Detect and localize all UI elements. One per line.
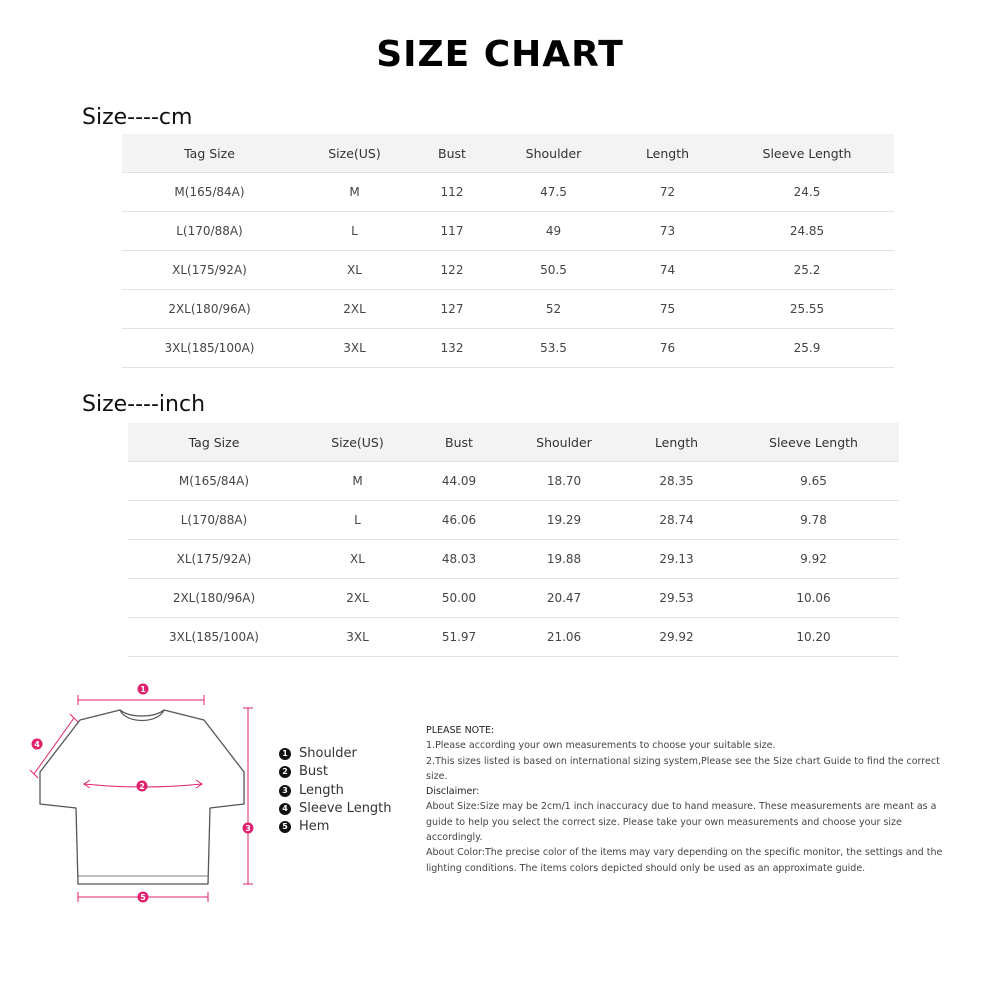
marker-4-label: 4 [34, 740, 40, 749]
table-row [122, 173, 894, 212]
table-cell: 9.92 [728, 540, 899, 579]
table-cell: 48.03 [415, 540, 503, 579]
table-header-row [128, 423, 899, 462]
table-cell: 3XL [297, 329, 412, 368]
table-cell: 122 [412, 251, 492, 290]
column-header: Size(US) [297, 134, 412, 173]
note-line-2: 2.This sizes listed is based on international sizing system,Please see the Size chart Guide to find the correct size. [426, 755, 940, 782]
table-cell: XL(175/92A) [128, 540, 300, 579]
table-cell: M [297, 173, 412, 212]
table-cell: 2XL [297, 290, 412, 329]
table-cell: 50.5 [492, 251, 615, 290]
table-cell: 3XL [300, 618, 415, 657]
table-cell: 76 [615, 329, 720, 368]
marker-5-label: 5 [140, 893, 146, 902]
table-cell: 2XL(180/96A) [128, 579, 300, 618]
table-cell: 112 [412, 173, 492, 212]
table-cell: 51.97 [415, 618, 503, 657]
table-cell: 74 [615, 251, 720, 290]
table-cell: M(165/84A) [128, 462, 300, 501]
table-row [128, 579, 899, 618]
table-cell: L(170/88A) [128, 501, 300, 540]
table-row [122, 251, 894, 290]
legend-item-shoulder [279, 745, 392, 763]
inch-section-heading: Size----inch [82, 392, 206, 417]
column-header: Sleeve Length [720, 134, 894, 173]
notes-heading: PLEASE NOTE: [426, 725, 495, 736]
table-cell: 29.13 [625, 540, 728, 579]
legend-label: Shoulder [299, 746, 357, 761]
tshirt-diagram-svg [22, 676, 272, 916]
table-cell: L(170/88A) [122, 212, 297, 251]
table-cell: 25.55 [720, 290, 894, 329]
table-cell: 29.92 [625, 618, 728, 657]
table-header-row [122, 134, 894, 173]
column-header: Size(US) [300, 423, 415, 462]
table-cell: 19.88 [503, 540, 625, 579]
column-header: Bust [412, 134, 492, 173]
table-cell: 21.06 [503, 618, 625, 657]
tshirt-measurement-diagram [22, 676, 272, 916]
sleeve-measure-cap-top [70, 714, 78, 722]
table-cell: 53.5 [492, 329, 615, 368]
table-cell: L [297, 212, 412, 251]
column-header: Shoulder [492, 134, 615, 173]
cm-section-heading: Size----cm [82, 105, 193, 130]
legend-number-badge: 3 [279, 785, 291, 797]
table-cell: 20.47 [503, 579, 625, 618]
table-cell: 29.53 [625, 579, 728, 618]
about-size-note: About Size:Size may be 2cm/1 inch inaccuracy due to hand measure. These measurements are meant as a guide to help you select the correct size. Please take your own measurements and choose your size accordingly. [426, 801, 937, 844]
tshirt-collar [120, 710, 164, 721]
table-cell: 75 [615, 290, 720, 329]
table-cell: 9.65 [728, 462, 899, 501]
about-color-note: About Color:The precise color of the items may vary depending on the specific monitor, the settings and the lighting conditions. The items colors depicted should only be used as an approximate guide. [426, 847, 943, 874]
table-cell: 127 [412, 290, 492, 329]
sleeve-measure-cap-bottom [30, 770, 38, 778]
table-cell: 3XL(185/100A) [128, 618, 300, 657]
legend-item-hem [279, 818, 392, 836]
table-cell: 25.2 [720, 251, 894, 290]
legend-number-badge: 1 [279, 748, 291, 760]
table-row [128, 540, 899, 579]
table-cell: 24.5 [720, 173, 894, 212]
table-cell: 18.70 [503, 462, 625, 501]
column-header: Length [615, 134, 720, 173]
table-cell: 132 [412, 329, 492, 368]
table-cell: 9.78 [728, 501, 899, 540]
marker-2-label: 2 [139, 782, 145, 791]
legend-label: Hem [299, 819, 330, 835]
table-cell: 24.85 [720, 212, 894, 251]
table-cell: L [300, 501, 415, 540]
legend-label: Bust [299, 764, 329, 780]
table-cell: 50.00 [415, 579, 503, 618]
table-cell: 10.06 [728, 579, 899, 618]
table-cell: 117 [412, 212, 492, 251]
inch-size-table [128, 423, 899, 657]
table-cell: XL(175/92A) [122, 251, 297, 290]
marker-3-label: 3 [245, 824, 251, 833]
table-cell: 28.74 [625, 501, 728, 540]
table-row [122, 212, 894, 251]
table-cell: M [300, 462, 415, 501]
column-header: Length [625, 423, 728, 462]
table-cell: 28.35 [625, 462, 728, 501]
column-header: Bust [415, 423, 503, 462]
table-cell: 10.20 [728, 618, 899, 657]
table-row [128, 618, 899, 657]
table-cell: 2XL [300, 579, 415, 618]
table-row [122, 290, 894, 329]
table-row [122, 329, 894, 368]
table-cell: 49 [492, 212, 615, 251]
table-row [128, 462, 899, 501]
table-cell: 52 [492, 290, 615, 329]
page-title: SIZE CHART [376, 34, 624, 75]
table-cell: 2XL(180/96A) [122, 290, 297, 329]
table-cell: 3XL(185/100A) [122, 329, 297, 368]
table-cell: 44.09 [415, 462, 503, 501]
legend-number-badge: 2 [279, 766, 291, 778]
table-cell: XL [300, 540, 415, 579]
table-cell: 25.9 [720, 329, 894, 368]
column-header: Sleeve Length [728, 423, 899, 462]
tshirt-outline [40, 710, 244, 884]
legend-item-sleeve-length [279, 800, 392, 818]
measurement-legend [279, 745, 392, 836]
table-cell: 46.06 [415, 501, 503, 540]
table-cell: M(165/84A) [122, 173, 297, 212]
column-header: Shoulder [503, 423, 625, 462]
table-cell: 72 [615, 173, 720, 212]
cm-size-table [122, 134, 894, 368]
table-cell: 47.5 [492, 173, 615, 212]
disclaimer-heading: Disclaimer: [426, 786, 480, 798]
note-line-1: 1.Please according your own measurements to choose your suitable size. [426, 740, 776, 752]
column-header: Tag Size [128, 423, 300, 462]
legend-label: Sleeve Length [299, 800, 392, 816]
table-cell: XL [297, 251, 412, 290]
column-header: Tag Size [122, 134, 297, 173]
legend-item-length [279, 782, 392, 800]
legend-number-badge: 5 [279, 821, 291, 833]
table-cell: 19.29 [503, 501, 625, 540]
legend-number-badge: 4 [279, 803, 291, 815]
legend-item-bust [279, 763, 392, 781]
table-row [128, 501, 899, 540]
size-notes [426, 723, 946, 876]
marker-1-label: 1 [140, 685, 146, 694]
legend-label: Length [299, 782, 344, 798]
table-cell: 73 [615, 212, 720, 251]
